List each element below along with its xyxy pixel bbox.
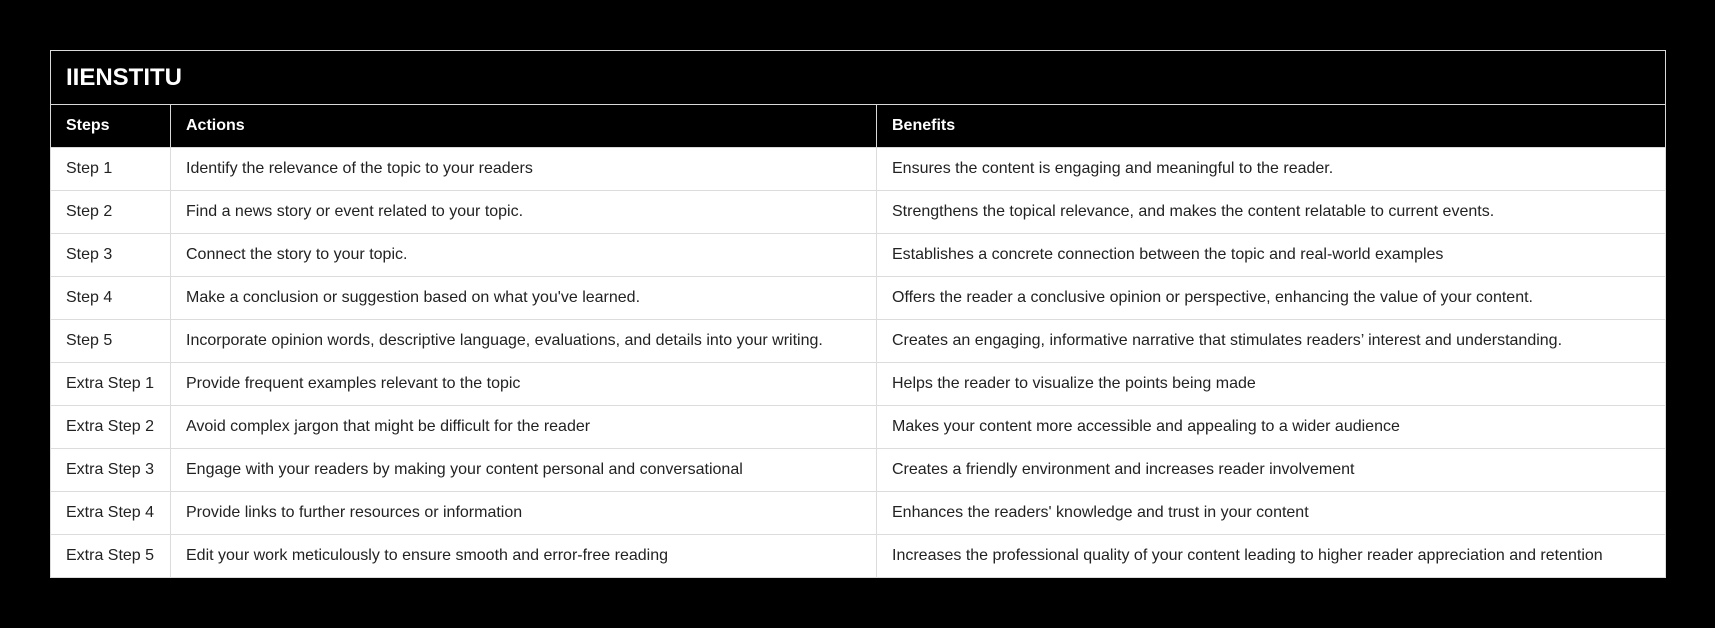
table-row [51, 191, 1666, 234]
table-title: IIENSTITU [51, 51, 1666, 105]
table-row [51, 406, 1666, 449]
cell-action: Incorporate opinion words, descriptive language, evaluations, and details into your writing. [171, 320, 877, 363]
cell-step: Step 2 [51, 191, 171, 234]
cell-benefit: Creates an engaging, informative narrative that stimulates readers’ interest and understanding. [877, 320, 1666, 363]
cell-benefit: Offers the reader a conclusive opinion or perspective, enhancing the value of your content. [877, 277, 1666, 320]
cell-action: Identify the relevance of the topic to your readers [171, 148, 877, 191]
cell-action: Make a conclusion or suggestion based on what you've learned. [171, 277, 877, 320]
cell-step: Step 3 [51, 234, 171, 277]
table-title-row [51, 51, 1666, 105]
cell-benefit: Makes your content more accessible and appealing to a wider audience [877, 406, 1666, 449]
table-row [51, 277, 1666, 320]
cell-step: Extra Step 1 [51, 363, 171, 406]
cell-benefit: Strengthens the topical relevance, and makes the content relatable to current events. [877, 191, 1666, 234]
cell-step: Step 1 [51, 148, 171, 191]
header-benefits: Benefits [877, 105, 1666, 148]
cell-benefit: Establishes a concrete connection between the topic and real-world examples [877, 234, 1666, 277]
cell-step: Extra Step 4 [51, 492, 171, 535]
cell-benefit: Increases the professional quality of your content leading to higher reader appreciation and retention [877, 535, 1666, 578]
header-actions: Actions [171, 105, 877, 148]
table-row [51, 234, 1666, 277]
cell-action: Provide frequent examples relevant to the topic [171, 363, 877, 406]
table-row [51, 320, 1666, 363]
table-row [51, 535, 1666, 578]
table-header-row [51, 105, 1666, 148]
cell-action: Find a news story or event related to your topic. [171, 191, 877, 234]
cell-action: Connect the story to your topic. [171, 234, 877, 277]
cell-benefit: Helps the reader to visualize the points being made [877, 363, 1666, 406]
cell-step: Extra Step 2 [51, 406, 171, 449]
cell-action: Provide links to further resources or information [171, 492, 877, 535]
cell-benefit: Ensures the content is engaging and meaningful to the reader. [877, 148, 1666, 191]
cell-benefit: Enhances the readers' knowledge and trust in your content [877, 492, 1666, 535]
steps-table [50, 50, 1666, 578]
table-row [51, 449, 1666, 492]
cell-action: Avoid complex jargon that might be difficult for the reader [171, 406, 877, 449]
steps-table-container [50, 50, 1665, 578]
table-row [51, 148, 1666, 191]
cell-step: Step 5 [51, 320, 171, 363]
cell-benefit: Creates a friendly environment and increases reader involvement [877, 449, 1666, 492]
header-steps: Steps [51, 105, 171, 148]
cell-action: Edit your work meticulously to ensure smooth and error-free reading [171, 535, 877, 578]
cell-action: Engage with your readers by making your content personal and conversational [171, 449, 877, 492]
table-row [51, 363, 1666, 406]
table-row [51, 492, 1666, 535]
cell-step: Extra Step 3 [51, 449, 171, 492]
cell-step: Step 4 [51, 277, 171, 320]
cell-step: Extra Step 5 [51, 535, 171, 578]
